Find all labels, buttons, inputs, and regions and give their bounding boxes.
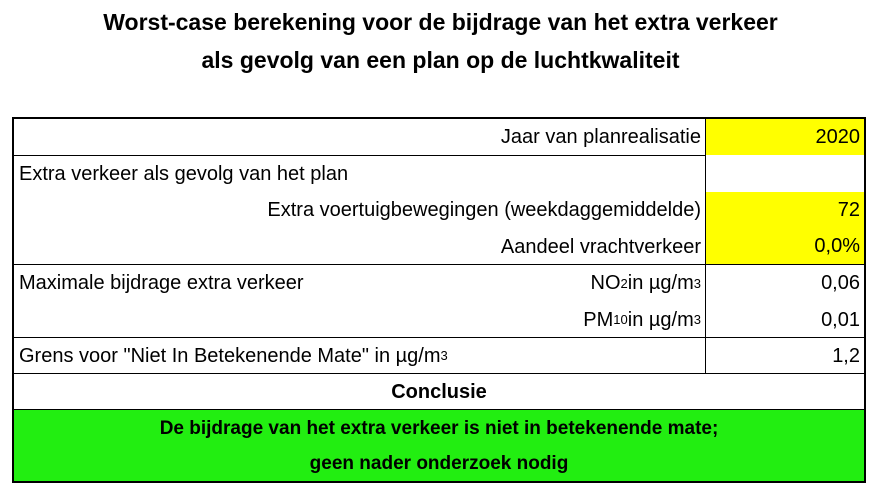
grens-value-cell: 1,2 [832, 344, 860, 367]
row-divider [14, 155, 705, 156]
row-divider [14, 337, 864, 338]
vracht-label: Aandeel vrachtverkeer [500, 235, 701, 258]
bewegingen-label: Extra voertuigbewegingen (weekdaggemiddelde) [267, 199, 701, 221]
grens-label: Grens voor "Niet In Betekenende Mate" in µg/m 3 [19, 344, 448, 367]
max-bijdrage-label: Maximale bijdrage extra verkeer [19, 272, 304, 294]
pm10-unit: in µg/m [627, 308, 694, 331]
no2-unit: in µg/m [627, 272, 694, 294]
bewegingen-value-cell[interactable]: 72 [706, 192, 864, 229]
row-divider [14, 264, 864, 265]
pm10-value-cell: 0,01 [821, 308, 860, 331]
row-divider [14, 409, 864, 410]
calculation-table [12, 117, 866, 483]
no2-value-cell: 0,06 [821, 272, 860, 294]
grens-text: Grens voor "Niet In Betekenende Mate" in µg/m [19, 344, 441, 367]
extra-verkeer-label: Extra verkeer als gevolg van het plan [19, 162, 349, 185]
no2-prefix: NO [590, 272, 621, 294]
page-title-line1: Worst-case berekening voor de bijdrage van het extra verkeer [103, 9, 778, 35]
jaar-label: Jaar van planrealisatie [500, 126, 701, 148]
conclusie-box [14, 410, 864, 481]
conclusie-line1: De bijdrage van het extra verkeer is niet in betekenende mate; [159, 418, 719, 439]
page-title-line2: als gevolg van een plan op de luchtkwaliteit [201, 47, 680, 73]
conclusie-header: Conclusie [391, 380, 487, 403]
vracht-value-cell[interactable]: 0,0% [706, 229, 864, 264]
jaar-value-cell[interactable]: 2020 [706, 119, 864, 155]
no2-label: NO 2 in µg/m 3 [590, 272, 701, 294]
row-divider [14, 373, 864, 374]
pm10-label: PM 10 in µg/m 3 [583, 308, 701, 331]
pm10-prefix: PM [583, 308, 614, 331]
column-divider [705, 119, 706, 374]
conclusie-line2: geen nader onderzoek nodig [309, 453, 569, 474]
